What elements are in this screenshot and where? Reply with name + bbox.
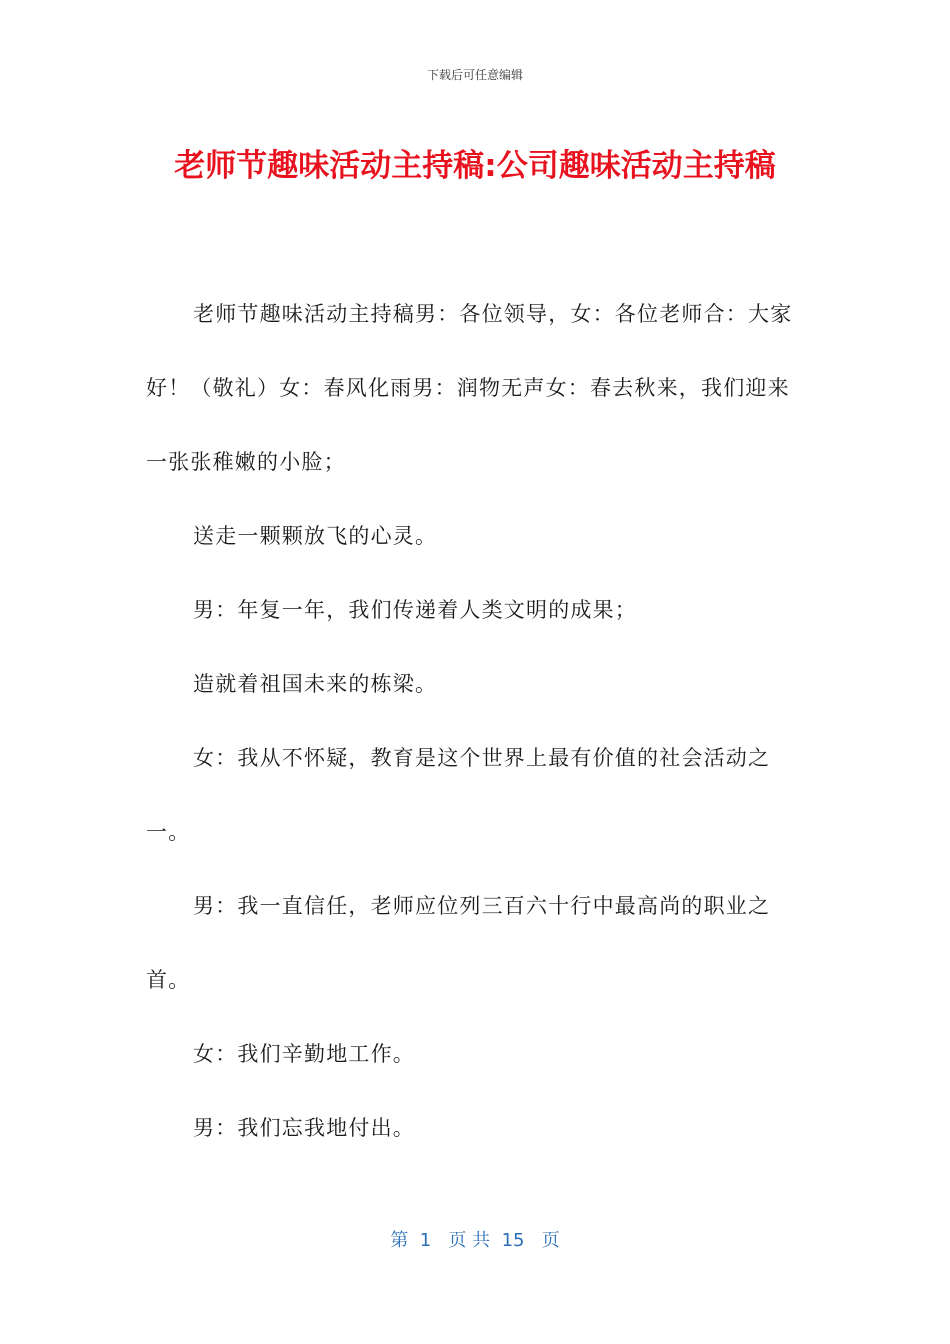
page-number-footer: 第 1 页 共 15 页 — [390, 1230, 560, 1251]
paragraph: 老师节趣味活动主持稿男：各位领导，女：各位老师合：大家好！（敬礼）女：春风化雨男：润物无声女：春去秋来，我们迎来一张张稚嫩的小脸； — [146, 302, 793, 474]
document-title: 老师节趣味活动主持稿:公司趣味活动主持稿 — [174, 148, 776, 184]
paragraph: 女：我从不怀疑，教育是这个世界上最有价值的社会活动之一。 — [146, 746, 771, 844]
paragraph: 男：年复一年，我们传递着人类文明的成果； — [193, 598, 637, 622]
paragraph: 造就着祖国未来的栋梁。 — [193, 672, 438, 696]
paragraph: 女：我们辛勤地工作。 — [193, 1042, 415, 1066]
page-header-note: 下载后可任意编辑 — [426, 68, 523, 82]
document-body — [146, 277, 801, 1165]
paragraph: 男：我一直信任，老师应位列三百六十行中最高尚的职业之首。 — [146, 894, 771, 992]
paragraph: 送走一颗颗放飞的心灵。 — [193, 524, 438, 548]
paragraph: 男：我们忘我地付出。 — [193, 1116, 415, 1140]
